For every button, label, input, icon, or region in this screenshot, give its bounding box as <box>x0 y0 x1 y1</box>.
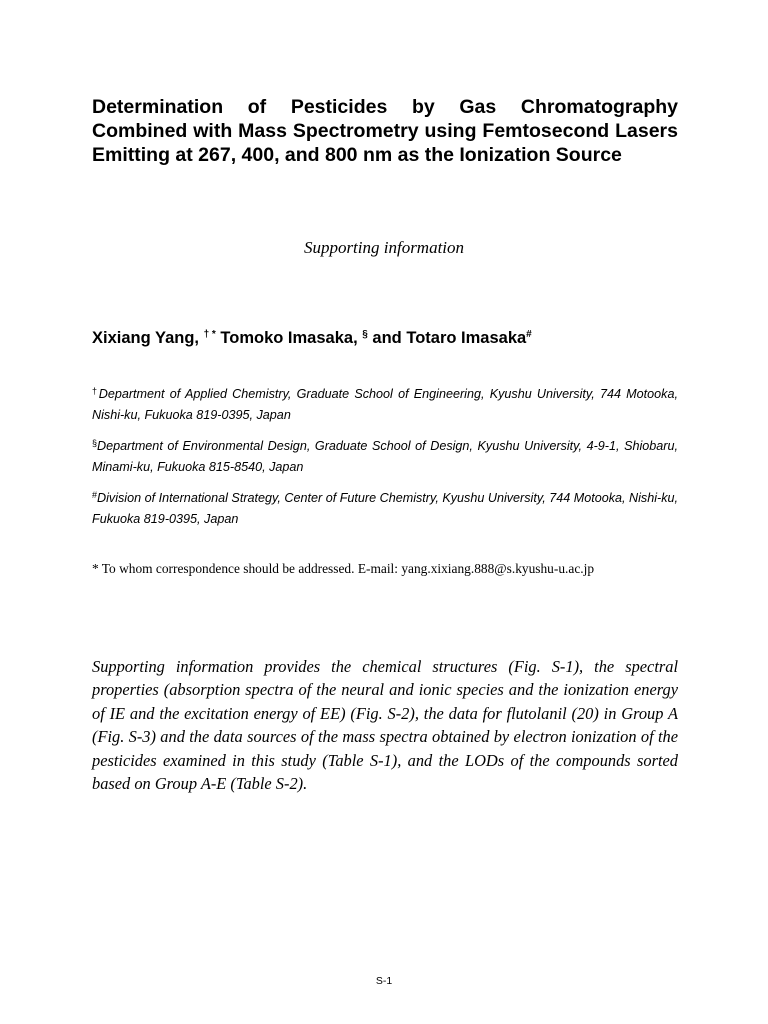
affiliation-text: Division of International Strategy, Center of Future Chemistry, Kyushu University, 744 Motooka, Nishi-ku, Fukuoka 819-0395, Japan <box>92 491 678 526</box>
summary-paragraph: Supporting information provides the chemical structures (Fig. S-1), the spectral properties (absorption spectra of the neural and ionic species and the ionization energy of IE and the excitation energy of EE) (Fig. S-2), the data for flutolanil (20) in Group A (Fig. S-3) and the data sources of the mass spectra obtained by electron ionization of the pesticides examined in this study (Table S-1), and the LODs of the compounds sorted based on Group A-E (Table S-2). <box>92 657 678 794</box>
affiliation-text: Department of Applied Chemistry, Graduate School of Engineering, Kyushu University, 744 Motooka, Nishi-ku, Fukuoka 819-0395, Japan <box>92 387 678 422</box>
author-affiliation-mark: § <box>362 329 368 340</box>
affiliation-mark: # <box>92 490 98 500</box>
subtitle: Supporting information <box>303 238 465 257</box>
author-name: Tomoko Imasaka, <box>220 329 358 347</box>
affiliation-mark: § <box>92 438 98 448</box>
author-name: Totaro Imasaka <box>406 329 527 347</box>
author-name: Xixiang Yang, <box>92 329 199 347</box>
author-affiliation-mark: # <box>526 329 532 340</box>
author-list <box>92 327 532 349</box>
affiliation <box>92 488 678 530</box>
author-conjunction: and <box>372 329 402 347</box>
paper-title: Determination of Pesticides by Gas Chromatography Combined with Mass Spectrometry using Femtosecond Lasers Emitting at 267, 400, and 800 nm as the Ionization Source <box>92 96 678 166</box>
affiliation-mark: † <box>92 386 99 396</box>
affiliation <box>92 384 678 426</box>
author-affiliation-mark: † * <box>203 329 216 340</box>
page-number: S-1 <box>375 975 393 987</box>
affiliation <box>92 436 678 478</box>
affiliation-text: Department of Environmental Design, Graduate School of Design, Kyushu University, 4-9-1, Shiobaru, Minami-ku, Fukuoka 815-8540, Japan <box>92 439 678 474</box>
correspondence-note: * To whom correspondence should be addressed. E-mail: yang.xixiang.888@s.kyushu-u.ac.jp <box>92 561 595 576</box>
